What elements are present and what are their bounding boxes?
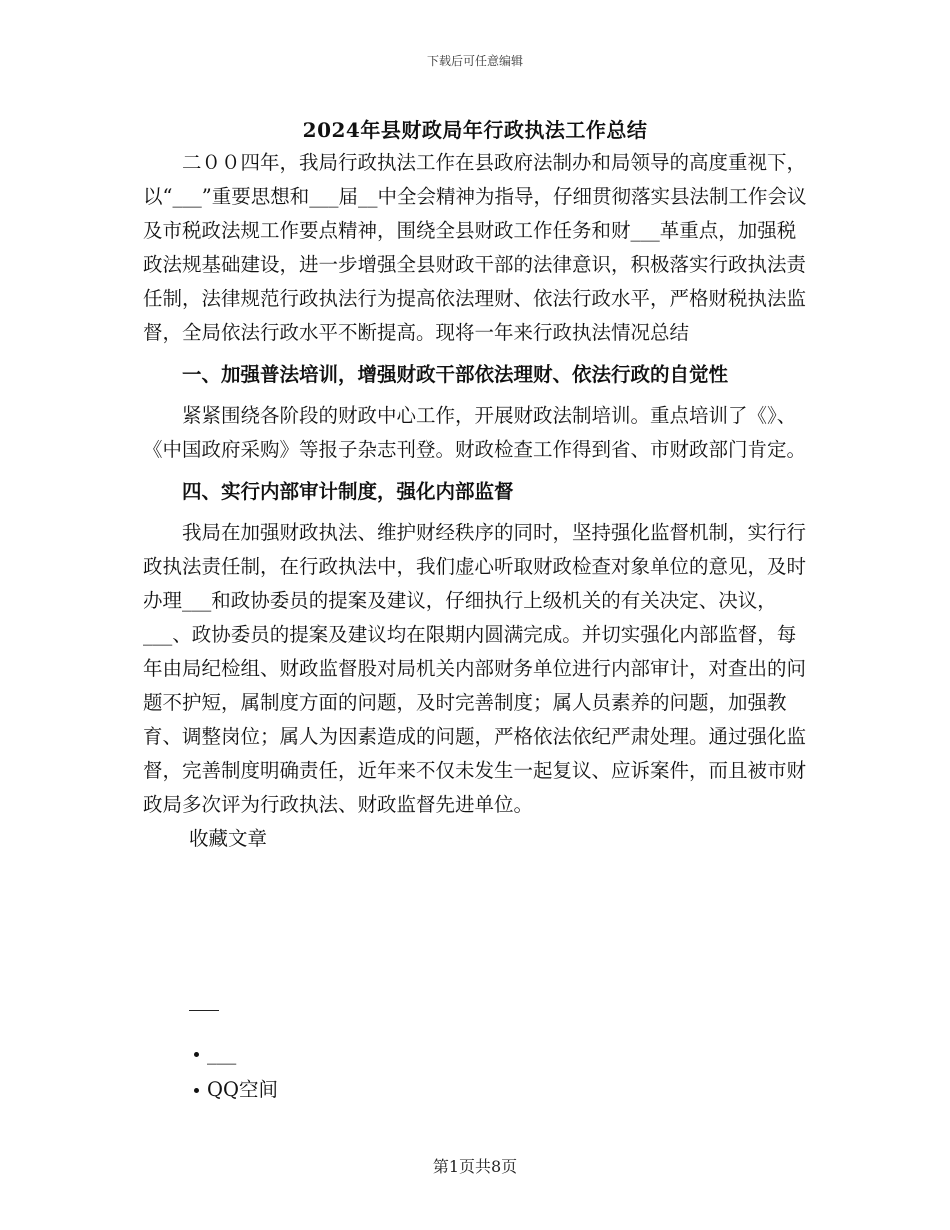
share-item-qzone[interactable] xyxy=(194,1072,278,1108)
section1-heading: 一、加强普法培训，增强财政干部依法理财、依法行政的自觉性 xyxy=(182,363,729,386)
document-body xyxy=(143,146,811,856)
share-divider xyxy=(189,1010,219,1011)
page-footer: 第1页共8页 xyxy=(432,1157,518,1176)
bullet-icon xyxy=(194,1052,199,1057)
header-note: 下载后可任意编辑 xyxy=(426,54,523,68)
share-item-label: QQ空间 xyxy=(207,1078,278,1101)
section1-paragraph: 紧紧围绕各阶段的财政中心工作，开展财政法制培训。重点培训了《》、《中国政府采购》等报子杂志刊登。财政检查工作得到省、市财政部门肯定。 xyxy=(143,404,807,461)
intro-paragraph: 二００四年，我局行政执法工作在县政府法制办和局领导的高度重视下，以“___”重要思想和___届__中全会精神为指导，仔细贯彻落实县法制工作会议及市税政法规工作要点精神，围绕全县财政工作任务和财___革重点，加强税政法规基础建设，进一步增强全县财政干部的法律意识，积极落实行政执法责任制，法律规范行政执法行为提高依法理财、依法行政水平，严格财税执法监督，全局依法行政水平不断提高。现将一年来行政执法情况总结 xyxy=(143,151,807,344)
section4-heading: 四、实行内部审计制度，强化内部监督 xyxy=(182,480,514,503)
share-item[interactable] xyxy=(194,1036,278,1072)
section4-paragraph: 我局在加强财政执法、维护财经秩序的同时，坚持强化监督机制，实行行政执法责任制，在行政执法中，我们虚心听取财政检查对象单位的意见，及时办理___和政协委员的提案及建议，仔细执行上级机关的有关决定、决议，___、政协委员的提案及建议均在限期内圆满完成。并切实强化内部监督，每年由局纪检组、财政监督股对局机关内部财务单位进行内部审计，对查出的问题不护短，属制度方面的问题，及时完善制度；属人员素养的问题，加强教育、调整岗位；属人为因素造成的问题，严格依法依纪严肃处理。通过强化监督，完善制度明确责任，近年来不仅未发生一起复议、应诉案件，而且被市财政局多次评为行政执法、财政监督先进单位。 xyxy=(143,521,807,816)
share-item-label: ___ xyxy=(207,1042,237,1065)
bullet-icon xyxy=(194,1088,199,1093)
share-list xyxy=(194,1036,278,1108)
document-title: 2024年县财政局年行政执法工作总结 xyxy=(302,118,648,142)
favorite-link[interactable]: 收藏文章 xyxy=(189,827,268,850)
